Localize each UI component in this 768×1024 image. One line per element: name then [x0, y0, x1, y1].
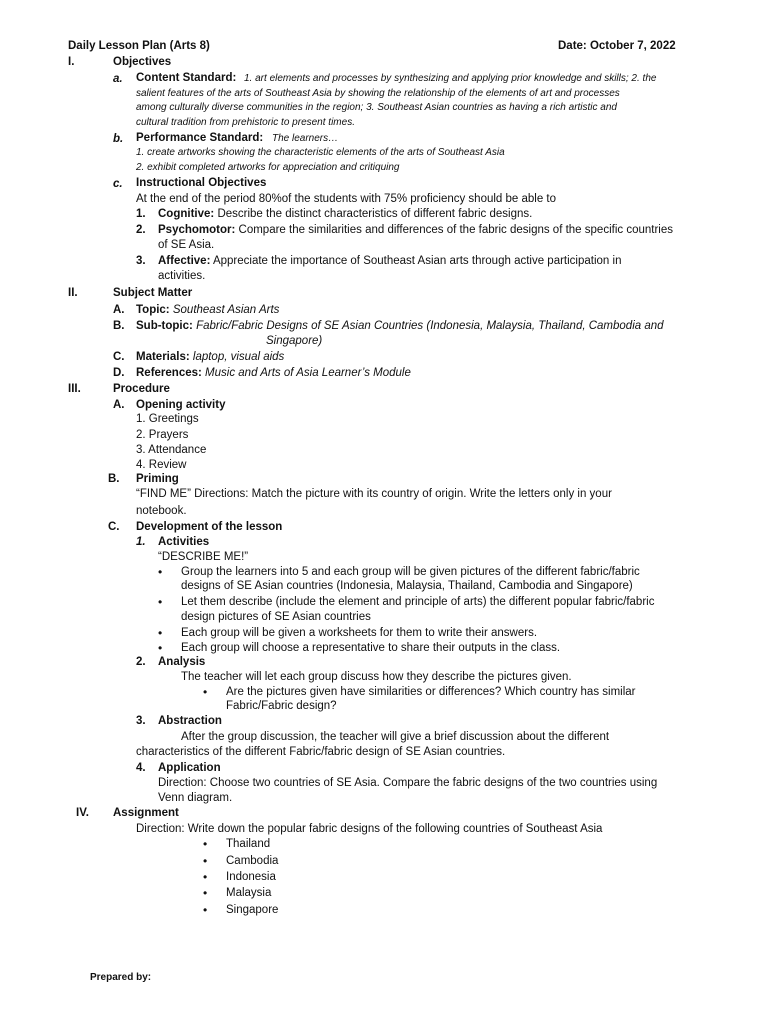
list-number: 1. [136, 536, 146, 548]
prepared-by-label: Prepared by: [90, 972, 152, 983]
activity-step: Let them describe (include the element and principle of arts) the different popular fabric/fabric [181, 596, 655, 608]
item-letter: D. [113, 367, 125, 379]
application-text: Direction: Choose two countries of SE Asia. Compare the fabric designs of the two countries using [158, 777, 658, 789]
development-title: Development of the lesson [136, 521, 283, 533]
objective-affective: Affective: Appreciate the importance of Southeast Asian arts through active participation in [158, 255, 622, 267]
bullet-icon: • [158, 641, 163, 655]
instructional-objectives-label: Instructional Objectives [136, 177, 267, 189]
section-title-subject-matter: Subject Matter [113, 287, 193, 299]
section-title-objectives: Objectives [113, 56, 172, 68]
analysis-question: Are the pictures given have similarities or differences? Which country has similar [226, 686, 636, 698]
opening-step: 2. Prayers [136, 429, 189, 441]
activity-step: Group the learners into 5 and each group will be given pictures of the different fabric/fabric [181, 566, 640, 578]
lesson-date: Date: October 7, 2022 [558, 40, 676, 52]
item-letter: A. [113, 399, 125, 411]
country-item: Singapore [226, 904, 279, 916]
abstraction-title: Abstraction [158, 715, 222, 727]
list-number: 2. [136, 224, 146, 236]
priming-title: Priming [136, 473, 179, 485]
section-number: I. [68, 56, 75, 68]
materials: Materials: laptop, visual aids [136, 351, 285, 363]
item-letter: B. [113, 320, 125, 332]
priming-text: “FIND ME” Directions: Match the picture with its country of origin. Write the letters only in your [136, 488, 612, 500]
bullet-icon: • [203, 903, 208, 917]
item-letter: c. [113, 178, 123, 190]
performance-standard-item: 1. create artworks showing the characteristic elements of the arts of Southeast Asia [136, 147, 505, 158]
item-letter: C. [108, 521, 120, 533]
lesson-plan-title: Daily Lesson Plan (Arts 8) [68, 40, 210, 52]
country-item: Malaysia [226, 887, 272, 899]
opening-step: 1. Greetings [136, 413, 199, 425]
section-title-procedure: Procedure [113, 383, 170, 395]
item-letter: A. [113, 304, 125, 316]
topic: Topic: Southeast Asian Arts [136, 304, 280, 316]
section-number: II. [68, 287, 78, 299]
item-letter: C. [113, 351, 125, 363]
activity-name: “DESCRIBE ME!” [158, 551, 249, 563]
activity-step: design pictures of SE Asian countries [181, 611, 371, 623]
abstraction-text: After the group discussion, the teacher will give a brief discussion about the different [181, 731, 610, 743]
item-letter: b. [113, 133, 124, 145]
analysis-title: Analysis [158, 656, 206, 668]
section-number: III. [68, 383, 81, 395]
opening-step: 4. Review [136, 459, 187, 471]
opening-activity-title: Opening activity [136, 399, 226, 411]
country-item: Indonesia [226, 871, 276, 883]
application-text: Venn diagram. [158, 792, 233, 804]
objective-affective-cont: activities. [158, 270, 206, 282]
assignment-direction: Direction: Write down the popular fabric designs of the following countries of Southeast Asia [136, 823, 603, 835]
objective-psychomotor: Psychomotor: Compare the similarities and differences of the fabric designs of the specific countries [158, 224, 673, 236]
content-standard-text: 1. art elements and processes by synthesizing and applying prior knowledge and skills; 2. the [244, 73, 657, 84]
content-standard-label: Content Standard: [136, 72, 237, 84]
analysis-question: Fabric/Fabric design? [226, 700, 337, 712]
section-number: IV. [76, 807, 90, 819]
bullet-icon: • [203, 685, 208, 699]
section-title-assignment: Assignment [113, 807, 179, 819]
list-number: 1. [136, 208, 146, 220]
bullet-icon: • [158, 595, 163, 609]
performance-standard-item: 2. exhibit completed artworks for appreciation and critiquing [136, 162, 400, 173]
objective-cognitive: Cognitive: Describe the distinct characteristics of different fabric designs. [158, 208, 533, 220]
analysis-text: The teacher will let each group discuss how they describe the pictures given. [181, 671, 572, 683]
activity-step: Each group will be given a worksheets for them to write their answers. [181, 627, 538, 639]
bullet-icon: • [203, 870, 208, 884]
instructional-objectives-intro: At the end of the period 80%of the students with 75% proficiency should be able to [136, 193, 557, 205]
references: References: Music and Arts of Asia Learner’s Module [136, 367, 411, 379]
bullet-icon: • [203, 837, 208, 851]
bullet-icon: • [158, 626, 163, 640]
performance-standard-label: Performance Standard: [136, 132, 264, 144]
activity-step: Each group will choose a representative to share their outputs in the class. [181, 642, 561, 654]
country-item: Cambodia [226, 855, 279, 867]
abstraction-text: characteristics of the different Fabric/fabric design of SE Asian countries. [136, 746, 506, 758]
list-number: 2. [136, 656, 146, 668]
application-title: Application [158, 762, 221, 774]
list-number: 4. [136, 762, 146, 774]
content-standard-text: among culturally diverse communities in the region; 3. Southeast Asian countries as having a rich artistic and [136, 102, 617, 113]
performance-standard-text: The learners… [272, 133, 339, 144]
bullet-icon: • [203, 854, 208, 868]
list-number: 3. [136, 715, 146, 727]
item-letter: a. [113, 73, 123, 85]
sub-topic-cont: Singapore) [266, 335, 323, 347]
activity-step: designs of SE Asian countries (Indonesia, Malaysia, Thailand, Cambodia and Singapore) [181, 580, 633, 592]
opening-step: 3. Attendance [136, 444, 207, 456]
content-standard-text: salient features of the arts of Southeast Asia by showing the relationship of the elements of art and processes [136, 88, 620, 99]
activities-title: Activities [158, 536, 210, 548]
country-item: Thailand [226, 838, 271, 850]
priming-text: notebook. [136, 505, 187, 517]
bullet-icon: • [203, 886, 208, 900]
sub-topic: Sub-topic: Fabric/Fabric Designs of SE Asian Countries (Indonesia, Malaysia, Thailand, Cambodia and [136, 320, 664, 332]
content-standard-text: cultural tradition from prehistoric to present times. [136, 117, 355, 128]
list-number: 3. [136, 255, 146, 267]
item-letter: B. [108, 473, 120, 485]
bullet-icon: • [158, 565, 163, 579]
objective-psychomotor-cont: of SE Asia. [158, 239, 215, 251]
